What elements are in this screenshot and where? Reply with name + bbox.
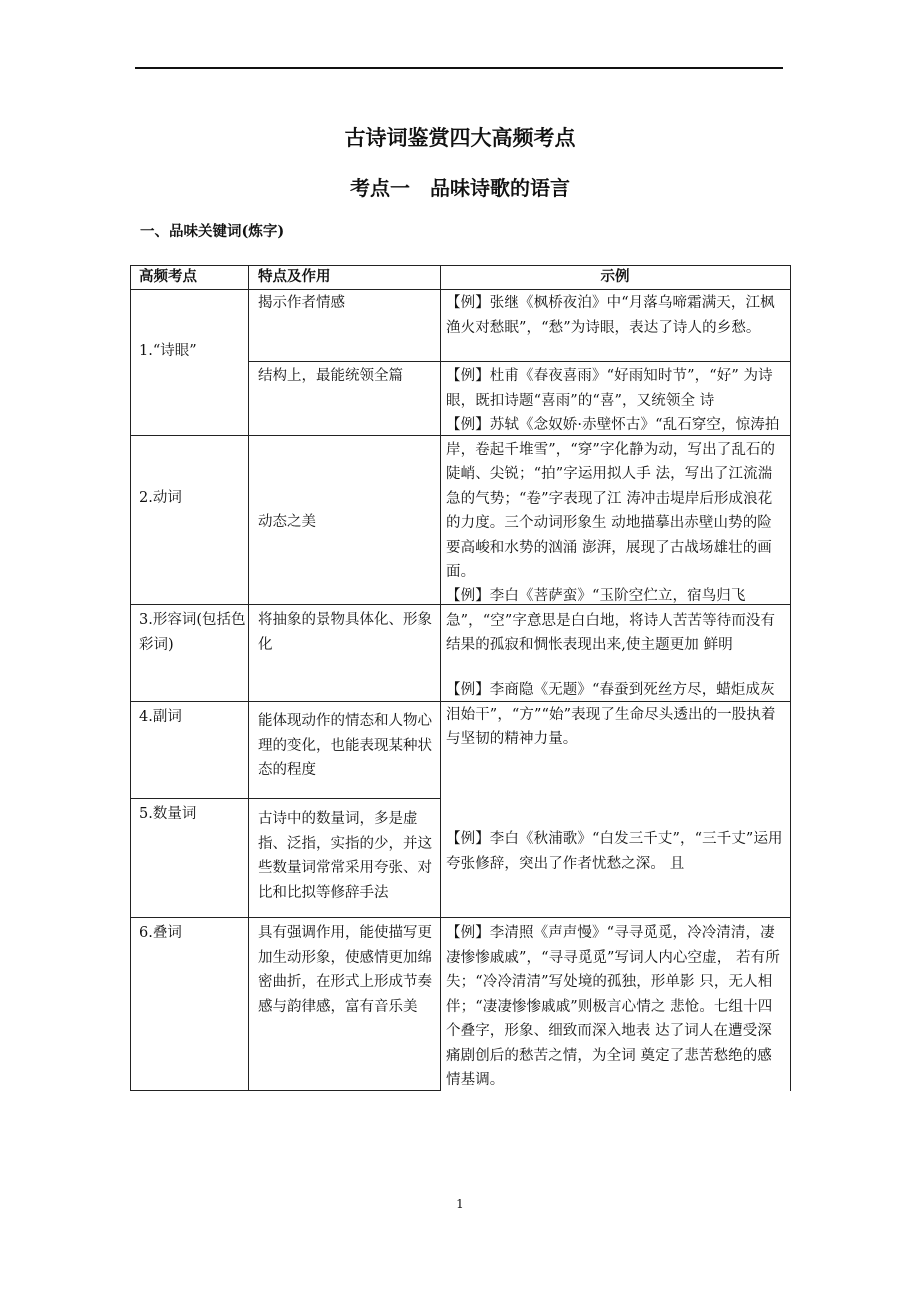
row-feature: 动态之美	[258, 514, 316, 530]
row-category: 4.副词	[139, 709, 182, 725]
column-divider	[440, 265, 441, 1091]
header-rule	[135, 67, 783, 69]
row-category: 3.形容词(包括色彩词)	[139, 612, 246, 653]
row-category: 1.“诗眼”	[139, 343, 197, 359]
row-feature: 结构上，最能统领全篇	[258, 368, 403, 384]
page-number: 1	[456, 1197, 464, 1211]
column-divider	[248, 265, 249, 1091]
row-example: 【例】李清照《声声慢》“寻寻觅觅，冷冷清清，凄凄惨惨戚戚”，“寻寻觅觅”写词人内心空虚， 若有所失；“冷冷清清”写处境的孤独，形单影 只，无人相伴；“凄凄惨惨戚戚”则极言心情之 悲怆。七组十四个叠字，形象、细致而深入地表 达了词人在遭受深痛剧创后的愁苦之情，为全词 奠定了悲苦愁绝的感情基调。	[446, 925, 780, 1088]
row-example: 【例】李商隐《无题》“春蚕到死丝方尽，蜡炬成灰泪始干”，“方”“始”表现了生命尽头透出的一股执着与坚韧的精神力量。	[446, 682, 776, 747]
page-subtitle: 考点一 品味诗歌的语言	[350, 176, 570, 200]
row-feature: 能体现动作的情态和人物心理的变化，也能表现某种状态的程度	[258, 713, 432, 778]
row-feature: 将抽象的景物具体化、形象化	[258, 612, 432, 653]
page-title: 古诗词鉴赏四大高频考点	[344, 125, 576, 150]
row-category: 5.数量词	[139, 806, 197, 822]
sub-row-divider	[248, 361, 790, 362]
row-category: 6.叠词	[139, 925, 182, 941]
row-example: 【例】张继《枫桥夜泊》中“月落乌啼霜满天，江枫渔火对愁眠”，“愁”为诗眼，表达了诗人的乡愁。	[446, 295, 775, 336]
knowledge-table	[130, 265, 790, 1091]
row-feature: 具有强调作用，能使描写更加生动形象，使感情更加绵密曲折，在形式上形成节奏感与韵律感，富有音乐美	[258, 925, 432, 1015]
row-example: 【例】李白《菩萨蛮》“玉阶空伫立，宿鸟归飞急”，“空”字意思是白白地，将诗人苦苦等待而没有结果的孤寂和惆怅表现出来,使主题更加 鲜明	[446, 588, 776, 653]
row-category: 2.动词	[139, 490, 182, 506]
header-example: 示例	[600, 268, 630, 285]
header-features: 特点及作用	[258, 268, 331, 285]
section-heading: 一、品味关键词(炼字)	[140, 223, 285, 240]
row-example: 【例】苏轼《念奴娇·赤壁怀古》“乱石穿空，惊涛拍岸，卷起千堆雪”，“穿”字化静为动，写出了乱石的陡峭、尖锐；“拍”字运用拟人手 法，写出了江流湍急的气势；“卷”字表现了江 涛冲击堤岸后形成浪花的力度。三个动词形象生 动地描摹出赤壁山势的险要高峻和水势的汹涌 澎湃，展现了古战场雄壮的画面。	[446, 417, 780, 580]
table-border-left	[130, 265, 131, 1091]
row-example: 【例】杜甫《春夜喜雨》“好雨知时节”，“好” 为诗眼，既扣诗题“喜雨”的“喜”，又统领全 诗	[446, 368, 773, 409]
table-border-bottom	[130, 1090, 440, 1091]
row-divider	[130, 917, 790, 918]
row-feature: 古诗中的数量词，多是虚指、泛指，实指的少，并这些数量词常常采用夸张、对比和比拟等修辞手法	[258, 811, 432, 901]
row-divider	[130, 798, 440, 799]
row-example: 【例】李白《秋浦歌》“白发三千丈”，“三千丈”运用夸张修辞，突出了作者忧愁之深。 且	[446, 831, 783, 872]
header-category: 高频考点	[139, 268, 197, 285]
table-header-divider	[130, 289, 790, 290]
row-feature: 揭示作者情感	[258, 295, 345, 311]
table-border-right	[790, 265, 791, 1091]
